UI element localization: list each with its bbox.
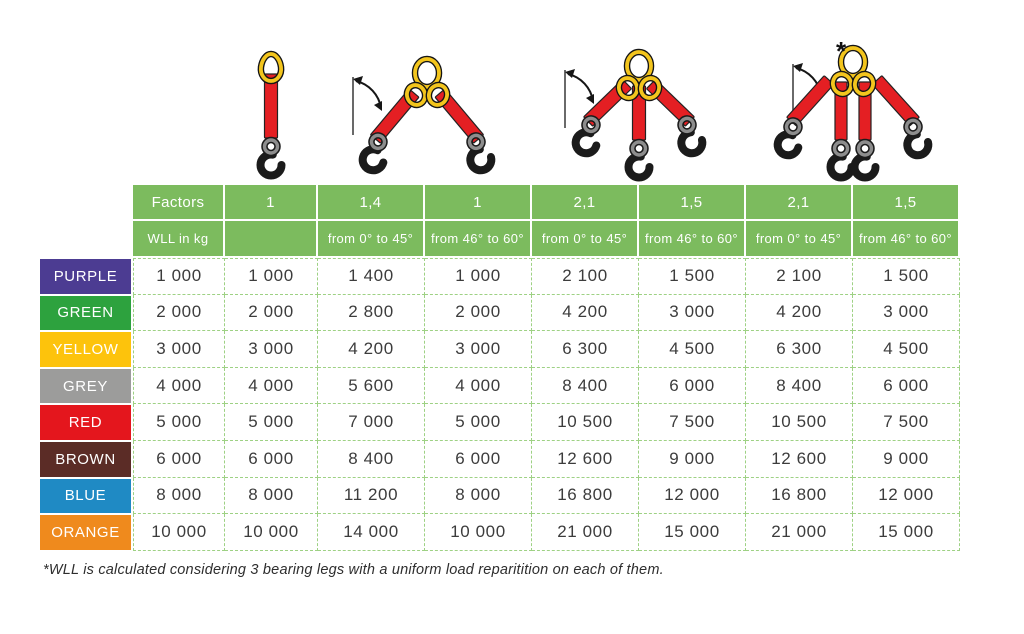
header-factor-2leg-045: 1,4 xyxy=(318,185,425,221)
wll-cell: 12 000 xyxy=(853,478,960,515)
four-leg-note: * xyxy=(836,36,847,66)
wll-cell: 8 000 xyxy=(225,478,318,515)
header-factor-4leg-045: 2,1 xyxy=(746,185,853,221)
wll-cell: 4 000 xyxy=(425,368,532,405)
wll-cell: 9 000 xyxy=(639,441,746,478)
header-factor-3leg-4660: 1,5 xyxy=(639,185,746,221)
wll-cell: 16 800 xyxy=(532,478,639,515)
wll-cell: 12 000 xyxy=(639,478,746,515)
wll-cell: 9 000 xyxy=(853,441,960,478)
color-label-purple: PURPLE xyxy=(40,258,133,295)
wll-cell: 6 000 xyxy=(639,368,746,405)
wll-cell: 12 600 xyxy=(746,441,853,478)
wll-cell: 7 500 xyxy=(639,404,746,441)
wll-cell: 2 000 xyxy=(425,295,532,332)
three-leg-sling-icon xyxy=(555,48,735,189)
wll-cell: 1 500 xyxy=(639,258,746,295)
table-corner xyxy=(40,185,133,221)
table-corner xyxy=(40,221,133,258)
wll-cell: 5 600 xyxy=(318,368,425,405)
wll-cell: 8 400 xyxy=(532,368,639,405)
wll-cell: 3 000 xyxy=(225,331,318,368)
wll-cell: 10 000 xyxy=(425,514,532,551)
wll-cell: 4 500 xyxy=(639,331,746,368)
wll-cell: 6 000 xyxy=(225,441,318,478)
wll-cell: 1 000 xyxy=(225,258,318,295)
color-label-blue: BLUE xyxy=(40,478,133,515)
wll-cell: 16 800 xyxy=(746,478,853,515)
wll-cell: 4 200 xyxy=(532,295,639,332)
header-factor-1leg: 1 xyxy=(225,185,318,221)
wll-cell: 2 100 xyxy=(746,258,853,295)
wll-cell: 8 400 xyxy=(318,441,425,478)
wll-cell: 1 000 xyxy=(425,258,532,295)
header-angle-blank xyxy=(225,221,318,258)
header-factors: Factors xyxy=(133,185,225,221)
wll-cell: 5 000 xyxy=(133,404,225,441)
wll-cell: 8 000 xyxy=(425,478,532,515)
wll-cell: 14 000 xyxy=(318,514,425,551)
wll-cell: 3 000 xyxy=(853,295,960,332)
wll-cell: 6 000 xyxy=(425,441,532,478)
header-angle-0-45: from 0° to 45° xyxy=(318,221,425,258)
color-label-green: GREEN xyxy=(40,295,133,332)
wll-cell: 4 000 xyxy=(225,368,318,405)
wll-cell: 10 500 xyxy=(746,404,853,441)
wll-cell: 10 000 xyxy=(133,514,225,551)
wll-cell: 3 000 xyxy=(425,331,532,368)
header-angle-46-60: from 46° to 60° xyxy=(853,221,960,258)
header-factor-2leg-4660: 1 xyxy=(425,185,532,221)
wll-cell: 8 000 xyxy=(133,478,225,515)
color-label-orange: ORANGE xyxy=(40,514,133,551)
wll-cell: 5 000 xyxy=(425,404,532,441)
wll-cell: 11 200 xyxy=(318,478,425,515)
wll-cell: 2 800 xyxy=(318,295,425,332)
wll-cell: 4 200 xyxy=(746,295,853,332)
wll-cell: 1 000 xyxy=(133,258,225,295)
color-label-grey: GREY xyxy=(40,368,133,405)
wll-cell: 6 000 xyxy=(853,368,960,405)
wll-cell: 4 500 xyxy=(853,331,960,368)
wll-cell: 10 500 xyxy=(532,404,639,441)
header-wll-in-kg: WLL in kg xyxy=(133,221,225,258)
wll-cell: 6 300 xyxy=(746,331,853,368)
header-factor-3leg-045: 2,1 xyxy=(532,185,639,221)
wll-cell: 6 300 xyxy=(532,331,639,368)
wll-cell: 1 400 xyxy=(318,258,425,295)
wll-cell: 15 000 xyxy=(639,514,746,551)
wll-cell: 4 000 xyxy=(133,368,225,405)
header-angle-46-60: from 46° to 60° xyxy=(639,221,746,258)
wll-cell: 4 200 xyxy=(318,331,425,368)
wll-cell: 5 000 xyxy=(225,404,318,441)
wll-cell: 7 500 xyxy=(853,404,960,441)
wll-cell: 1 500 xyxy=(853,258,960,295)
header-factor-4leg-4660: 1,5 xyxy=(853,185,960,221)
single-leg-sling-icon xyxy=(240,50,302,187)
color-label-red: RED xyxy=(40,404,133,441)
four-leg-sling-icon xyxy=(765,38,950,189)
wll-cell: 12 600 xyxy=(532,441,639,478)
header-angle-0-45: from 0° to 45° xyxy=(532,221,639,258)
wll-cell: 3 000 xyxy=(133,331,225,368)
wll-cell: 15 000 xyxy=(853,514,960,551)
wll-cell: 21 000 xyxy=(532,514,639,551)
wll-cell: 2 100 xyxy=(532,258,639,295)
wll-table xyxy=(40,185,960,551)
color-label-brown: BROWN xyxy=(40,441,133,478)
wll-cell: 8 400 xyxy=(746,368,853,405)
wll-cell: 3 000 xyxy=(639,295,746,332)
two-leg-sling-icon xyxy=(340,55,525,185)
wll-cell: 2 000 xyxy=(133,295,225,332)
header-angle-0-45: from 0° to 45° xyxy=(746,221,853,258)
wll-cell: 10 000 xyxy=(225,514,318,551)
header-angle-46-60: from 46° to 60° xyxy=(425,221,532,258)
wll-cell: 7 000 xyxy=(318,404,425,441)
wll-cell: 2 000 xyxy=(225,295,318,332)
footnote: *WLL is calculated considering 3 bearing legs with a uniform load reparitition on each of them. xyxy=(43,562,664,578)
color-label-yellow: YELLOW xyxy=(40,331,133,368)
wll-cell: 6 000 xyxy=(133,441,225,478)
wll-cell: 21 000 xyxy=(746,514,853,551)
